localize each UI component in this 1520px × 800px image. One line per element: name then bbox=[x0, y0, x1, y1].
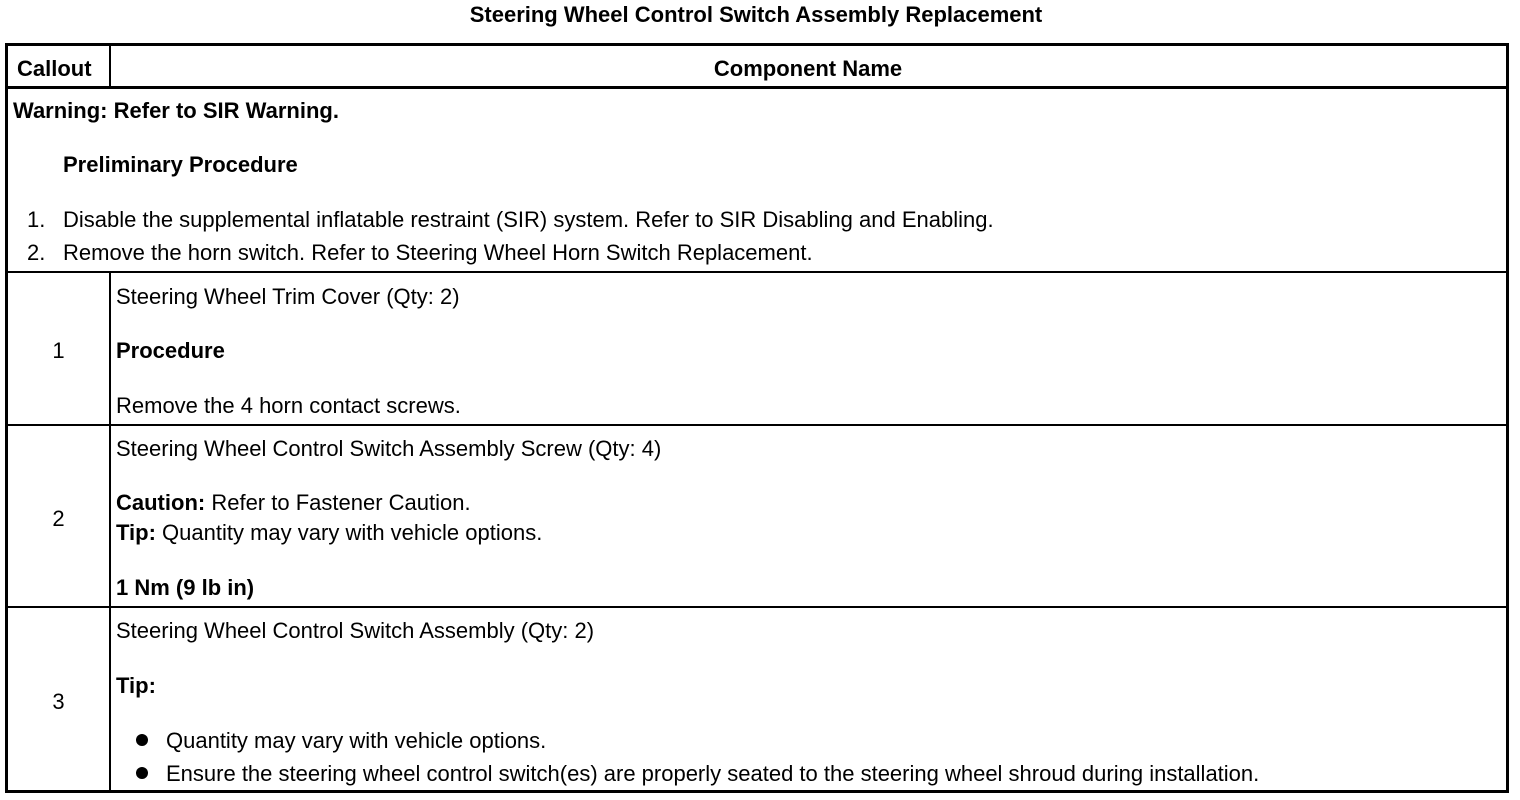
bullet-icon bbox=[136, 767, 148, 779]
procedure-text: Remove the 4 horn contact screws. bbox=[116, 393, 461, 418]
procedure-label: Procedure bbox=[116, 338, 225, 363]
preliminary-step-number: 1. bbox=[27, 207, 46, 232]
tip-label: Tip: bbox=[116, 673, 156, 698]
torque-spec: 1 Nm (9 lb in) bbox=[116, 575, 255, 600]
callout-number: 2 bbox=[52, 506, 65, 531]
header-callout: Callout bbox=[17, 56, 92, 81]
callout-number: 1 bbox=[52, 338, 65, 363]
procedure-table bbox=[5, 43, 1509, 793]
preliminary-step-number: 2. bbox=[27, 240, 46, 265]
row-divider bbox=[8, 424, 1506, 426]
page-title: Steering Wheel Control Switch Assembly Replacement bbox=[469, 2, 1043, 27]
caution-text: Refer to Fastener Caution. bbox=[211, 490, 471, 515]
component-name: Steering Wheel Control Switch Assembly Screw (Qty: 4) bbox=[116, 436, 662, 461]
preliminary-heading: Preliminary Procedure bbox=[63, 152, 298, 177]
row-divider bbox=[8, 271, 1506, 273]
tip-label: Tip: bbox=[116, 520, 156, 545]
sir-warning bbox=[13, 100, 339, 122]
caution-note bbox=[116, 492, 471, 514]
warning-text: Refer to SIR Warning. bbox=[113, 98, 339, 123]
column-divider bbox=[109, 271, 111, 790]
tip-note bbox=[116, 522, 542, 544]
header-divider bbox=[8, 86, 1506, 89]
column-divider bbox=[109, 46, 111, 86]
preliminary-step-text: Disable the supplemental inflatable restraint (SIR) system. Refer to SIR Disabling and Enabling. bbox=[63, 207, 994, 232]
warning-label: Warning: bbox=[13, 98, 108, 123]
callout-number: 3 bbox=[52, 689, 65, 714]
bullet-icon bbox=[136, 734, 148, 746]
component-name: Steering Wheel Trim Cover (Qty: 2) bbox=[116, 284, 460, 309]
tip-text: Quantity may vary with vehicle options. bbox=[162, 520, 543, 545]
tip-bullet-text: Quantity may vary with vehicle options. bbox=[166, 728, 547, 753]
component-name: Steering Wheel Control Switch Assembly (Qty: 2) bbox=[116, 618, 595, 643]
preliminary-step-text: Remove the horn switch. Refer to Steering Wheel Horn Switch Replacement. bbox=[63, 240, 813, 265]
header-component-name: Component Name bbox=[713, 56, 903, 81]
row-divider bbox=[8, 606, 1506, 608]
tip-bullet-text: Ensure the steering wheel control switch(es) are properly seated to the steering wheel shroud during installation. bbox=[166, 761, 1260, 786]
caution-label: Caution: bbox=[116, 490, 206, 515]
